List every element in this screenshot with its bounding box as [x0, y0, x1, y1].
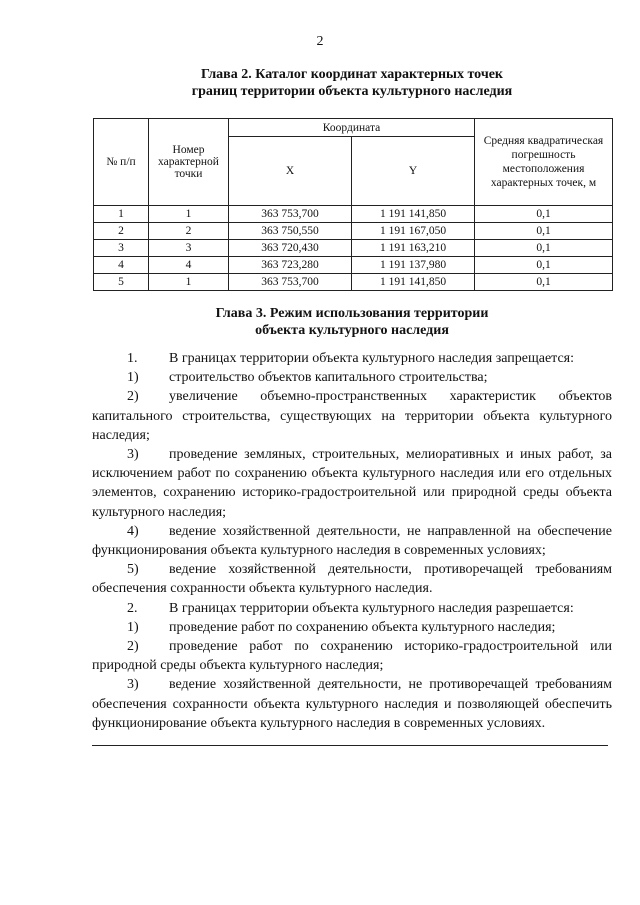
paragraph — [92, 387, 612, 445]
paragraph-text: строительство объектов капитального строительства; — [169, 370, 488, 386]
header-x: X — [229, 137, 352, 206]
paragraph-number: 2) — [127, 389, 139, 405]
cell-number: 5 — [94, 274, 149, 291]
table-row — [94, 274, 613, 291]
cell-accuracy: 0,1 — [475, 240, 613, 257]
paragraph-number: 1) — [127, 619, 139, 635]
cell-x: 363 750,550 — [229, 223, 352, 240]
header-point-number: Номер характерной точки — [149, 119, 229, 206]
chapter-3-body — [92, 349, 612, 733]
paragraph-text: проведение работ по сохранению объекта культурного наследия; — [169, 619, 556, 635]
cell-x: 363 723,280 — [229, 257, 352, 274]
cell-point: 1 — [149, 274, 229, 291]
paragraph — [92, 599, 612, 618]
header-coordinate: Координата — [229, 119, 475, 137]
cell-point: 3 — [149, 240, 229, 257]
chapter-3-title — [92, 305, 612, 339]
table-row — [94, 240, 613, 257]
paragraph — [92, 349, 612, 368]
cell-y: 1 191 163,210 — [352, 240, 475, 257]
paragraph-number: 3) — [127, 447, 139, 463]
paragraph-number: 4) — [127, 523, 139, 539]
table-row — [94, 206, 613, 223]
chapter-3-title-line-2: объекта культурного наследия — [255, 323, 449, 338]
cell-y: 1 191 141,850 — [352, 206, 475, 223]
cell-x: 363 753,700 — [229, 274, 352, 291]
paragraph-text: проведение работ по сохранению историко-градостроительной или природной среды объекта культурного наследия; — [92, 639, 612, 674]
paragraph-number: 1) — [127, 370, 139, 386]
table-row — [94, 223, 613, 240]
paragraph-number: 2) — [127, 639, 139, 655]
page-number: 2 — [316, 34, 324, 49]
cell-point: 4 — [149, 257, 229, 274]
paragraph — [92, 560, 612, 598]
cell-number: 4 — [94, 257, 149, 274]
paragraph-number: 3) — [127, 677, 139, 693]
chapter-2-title-line-2: границ территории объекта культурного наследия — [191, 84, 513, 99]
chapter-3-title-line-1: Глава 3. Режим использования территории — [215, 306, 489, 321]
paragraph — [92, 522, 612, 560]
header-number: № п/п — [94, 119, 149, 206]
table-row — [94, 257, 613, 274]
cell-accuracy: 0,1 — [475, 223, 613, 240]
cell-y: 1 191 167,050 — [352, 223, 475, 240]
cell-y: 1 191 137,980 — [352, 257, 475, 274]
header-y: Y — [352, 137, 475, 206]
paragraph-number: 5) — [127, 562, 139, 578]
chapter-2-title — [92, 66, 612, 100]
paragraph-text: ведение хозяйственной деятельности, не противоречащей требованиям обеспечения сохранности объекта культурного наследия и позволяющей обеспечить функционирование объекта культурного наследия в современных условиях. — [92, 677, 612, 731]
paragraph-number: 2. — [127, 600, 138, 616]
chapter-2-title-line-1: Глава 2. Каталог координат характерных точек — [201, 67, 503, 82]
paragraph — [92, 675, 612, 733]
paragraph — [92, 445, 612, 522]
paragraph-text: ведение хозяйственной деятельности, не направленной на обеспечение функционирования объекта культурного наследия в современных условиях; — [92, 523, 612, 559]
paragraph — [92, 618, 612, 637]
cell-y: 1 191 141,850 — [352, 274, 475, 291]
bottom-divider — [92, 745, 608, 746]
coordinates-table — [93, 118, 613, 291]
paragraph-text: В границах территории объекта культурного наследия запрещается: — [169, 351, 575, 366]
header-accuracy: Средняя квадратическая погрешность местоположения характерных точек, м — [475, 119, 613, 206]
cell-number: 2 — [94, 223, 149, 240]
paragraph — [92, 368, 612, 387]
cell-x: 363 720,430 — [229, 240, 352, 257]
paragraph-number: 1. — [127, 351, 138, 366]
paragraph-text: проведение земляных, строительных, мелиоративных и иных работ, за исключением работ по сохранению объекта культурного наследия или его отдельных элементов, сохранению историко-градостроительной или природной среды объекта культурного наследия; — [92, 447, 612, 520]
paragraph-text: В границах территории объекта культурного наследия разрешается: — [169, 600, 574, 616]
cell-number: 1 — [94, 206, 149, 223]
paragraph-text: ведение хозяйственной деятельности, противоречащей требованиям обеспечения сохранности объекта культурного наследия. — [92, 562, 612, 597]
cell-x: 363 753,700 — [229, 206, 352, 223]
cell-accuracy: 0,1 — [475, 206, 613, 223]
cell-number: 3 — [94, 240, 149, 257]
cell-accuracy: 0,1 — [475, 274, 613, 291]
cell-accuracy: 0,1 — [475, 257, 613, 274]
cell-point: 2 — [149, 223, 229, 240]
cell-point: 1 — [149, 206, 229, 223]
paragraph — [92, 637, 612, 675]
paragraph-text: увеличение объемно-пространственных характеристик объектов капитального строительства, существующих на территории объекта культурного наследия; — [92, 389, 612, 443]
